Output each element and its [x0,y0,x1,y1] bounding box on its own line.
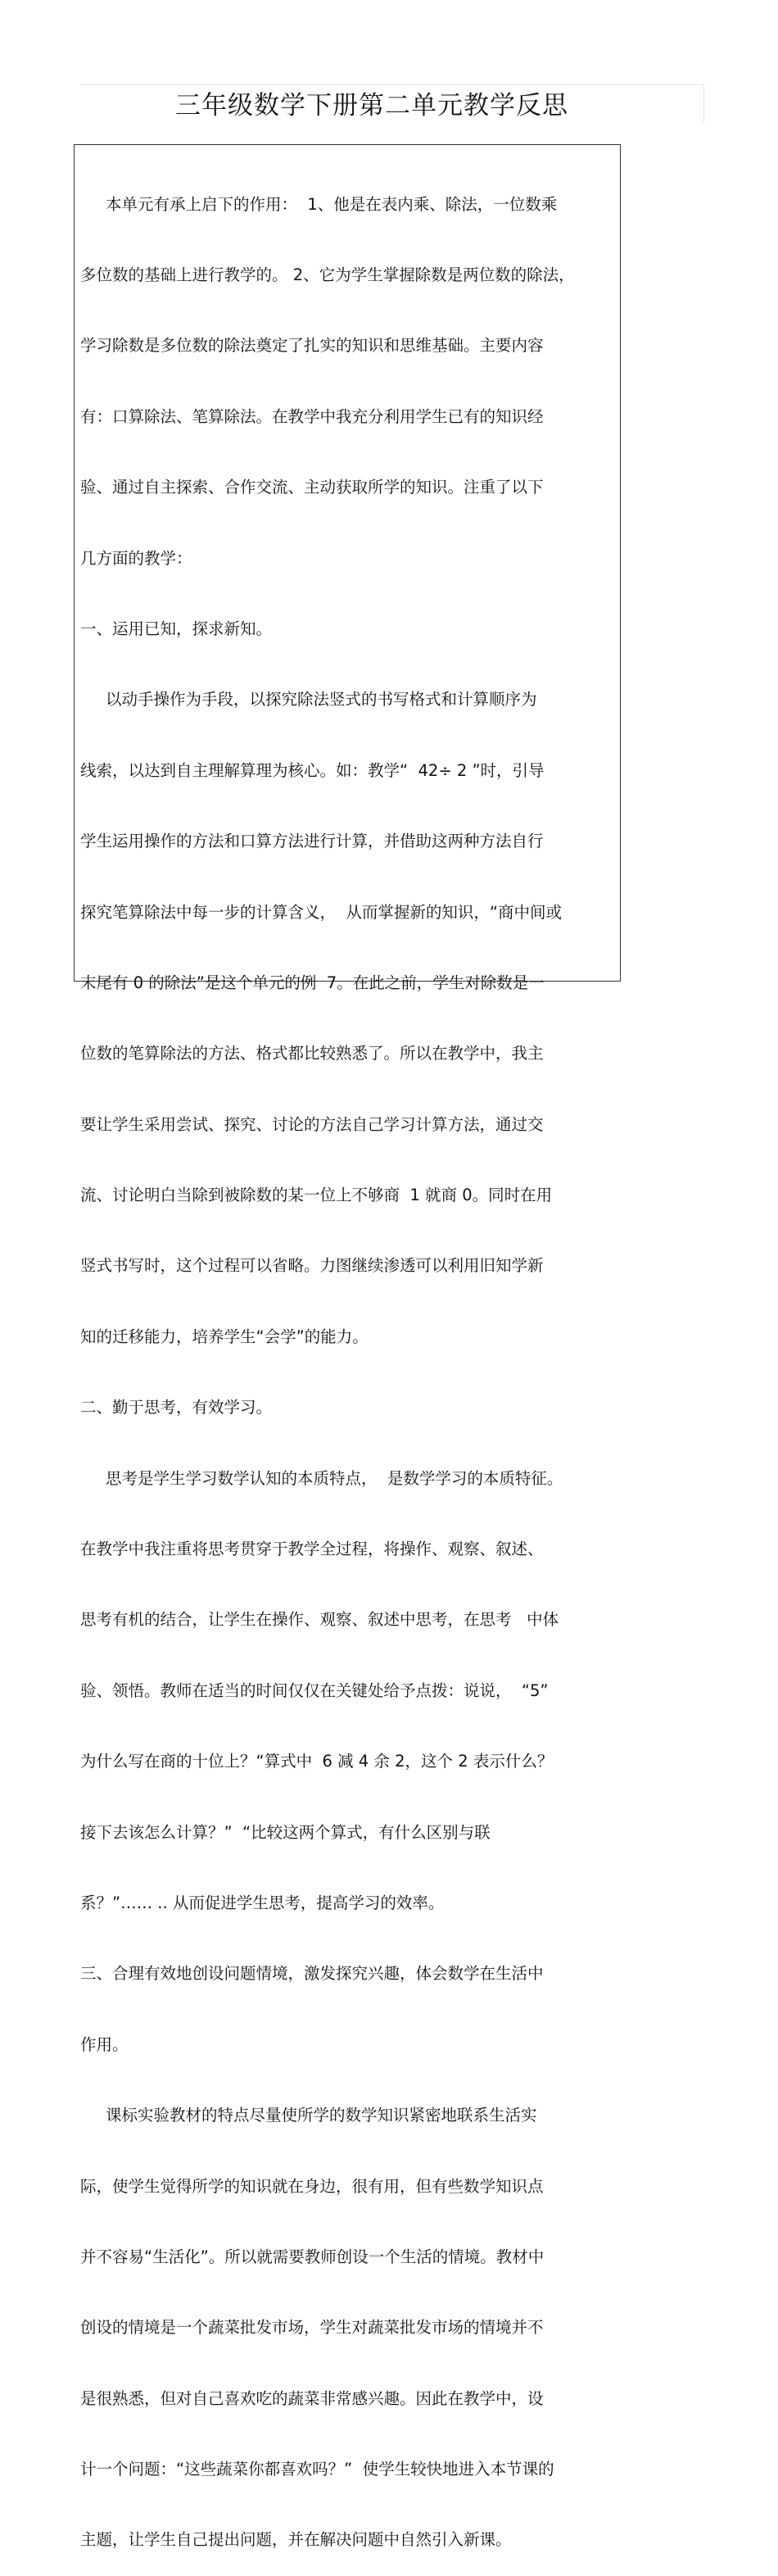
text-line: 主题，让学生自己提出问题，并在解决问题中自然引入新课。 [80,2530,512,2550]
text-line: 验、领悟。教师在适当的时间仅仅在关键处给予点拨：说说， “5” [80,1680,549,1700]
text-line: 思考是学生学习数学认知的本质特点， 是数学学习的本质特征。 [80,1468,563,1488]
text-line: 系？”…… .. 从而促进学生思考，提高学习的效率。 [80,1893,445,1912]
text-line: 为什么写在商的十位上？“算式中 6 减 4 余 2，这个 2 表示什么？ [80,1752,554,1771]
header-rule-top [80,84,704,85]
text-line: 几方面的教学： [80,548,192,568]
text-line: 思考有机的结合，让学生在操作、观察、叙述中思考，在思考 中体 [80,1610,559,1630]
text-line: 有：口算除法、笔算除法。在教学中我充分利用学生已有的知识经 [80,406,544,426]
text-line: 并不容易“生活化”。所以就需要教师创设一个生活的情境。教材中 [80,2247,545,2266]
text-line: 末尾有 0 的除法”是这个单元的例 7。在此之前，学生对除数是一 [80,973,545,992]
text-line: 要让学生采用尝试、探究、讨论的方法自己学习计算方法，通过交 [80,1114,544,1134]
text-line: 创设的情境是一个蔬菜批发市场，学生对蔬菜批发市场的情境并不 [80,2318,544,2338]
text-line: 接下去该怎么计算？” “比较这两个算式，有什么区别与联 [80,1822,491,1842]
text-line: 际，使学生觉得所学的知识就在身边，很有用，但有些数学知识点 [80,2176,544,2196]
text-line: 作用。 [80,2034,129,2054]
text-line: 竖式书写时，这个过程可以省略。力图继续渗透可以利用旧知学新 [80,1256,544,1276]
text-line: 知的迁移能力，培养学生“会学”的能力。 [80,1327,369,1346]
text-line: 课标实验教材的特点尽量使所学的数学知识紧密地联系生活实 [80,2106,537,2125]
page-title: 三年级数学下册第二单元教学反思 [175,91,568,120]
text-line: 是很熟悉，但对自己喜欢吃的蔬菜非常感兴趣。因此在教学中，设 [80,2388,544,2408]
text-line: 位数的笔算除法的方法、格式都比较熟悉了。所以在教学中，我主 [80,1044,544,1064]
section-heading-2: 二、勤于思考，有效学习。 [80,1398,273,1417]
text-line: 流、讨论明白当除到被除数的某一位上不够商 1 就商 0。同时在用 [80,1186,553,1205]
text-line: 本单元有承上启下的作用： 1、他是在表内乘、除法，一位数乘 [80,194,558,214]
text-line: 学生运用操作的方法和口算方法进行计算，并借助这两种方法自行 [80,832,544,851]
section-heading-1: 一、运用已知，探求新知。 [80,619,273,638]
text-line: 探究笔算除法中每一步的计算含义， 从而掌握新的知识，“商中间或 [80,902,562,922]
text-line: 线索，以达到自主理解算理为核心。如：教学“ 42÷ 2 ”时，引导 [80,760,545,780]
text-line: 在教学中我注重将思考贯穿于教学全过程，将操作、观察、叙述、 [80,1540,544,1559]
reflection-body [80,146,621,2576]
text-line: 多位数的基础上进行教学的。 2、它为学生掌握除数是两位数的除法， [80,265,575,284]
section-heading-3: 三、合理有效地创设问题情境，激发探究兴趣，体会数学在生活中 [80,1964,544,1984]
text-line: 验、通过自主探索、合作交流、主动获取所学的知识。注重了以下 [80,478,544,497]
text-line: 计一个问题：“这些蔬菜你都喜欢吗？” 使学生较快地进入本节课的 [80,2460,554,2479]
text-line: 以动手操作为手段，以探究除法竖式的书写格式和计算顺序为 [80,690,537,710]
text-line: 学习除数是多位数的除法奠定了扎实的知识和思维基础。主要内容 [80,336,544,356]
